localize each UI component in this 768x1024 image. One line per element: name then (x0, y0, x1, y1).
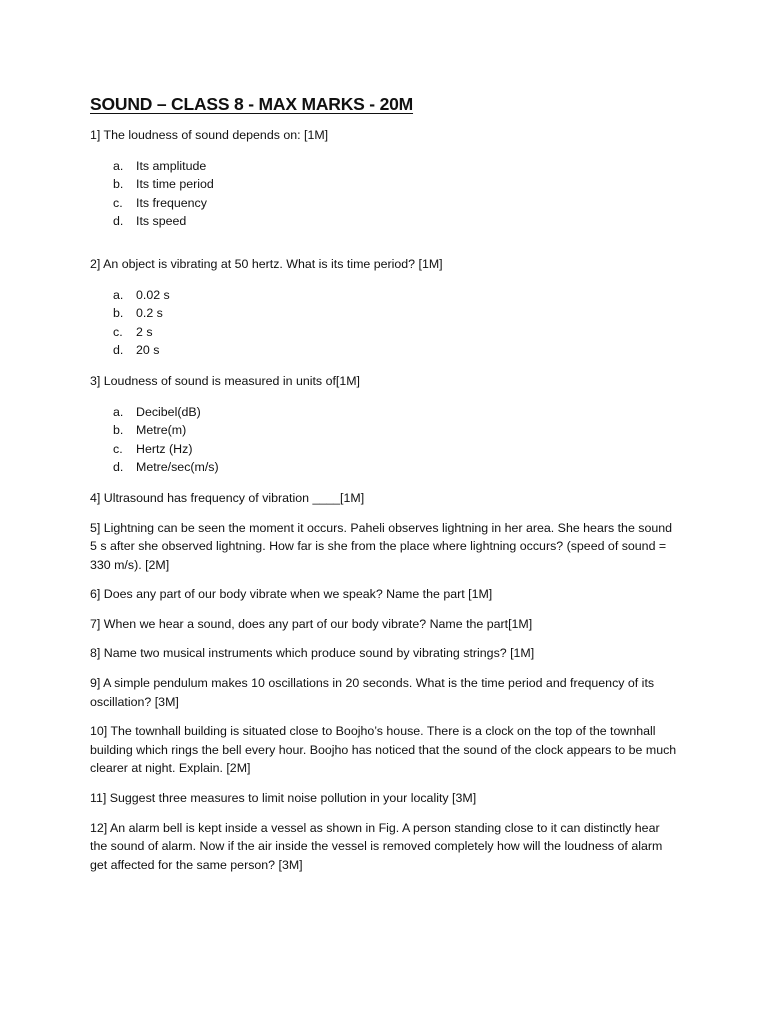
worksheet-page (90, 94, 680, 885)
option-a: a. Decibel(dB) (113, 404, 201, 419)
question-6: 6] Does any part of our body vibrate when we speak? Name the part [1M] (90, 587, 493, 602)
option-a: a. 0.02 s (113, 287, 170, 302)
option-d: d. Metre/sec(m/s) (113, 460, 219, 475)
question-4: 4] Ultrasound has frequency of vibration ____[1M] (90, 490, 365, 505)
question-5: 5] Lightning can be seen the moment it occurs. Paheli observes lightning in her area. She hears the sound 5 s after she observed lightning. How far is she from the place where lightning occurs? (speed of sound = 330 m/s). [2M] (90, 520, 673, 572)
option-b: b. Metre(m) (113, 423, 187, 438)
question-12: 12] An alarm bell is kept inside a vessel as shown in Fig. A person standing close to it can distinctly hear the sound of alarm. Now if the air inside the vessel is removed completely how will the loudness of alarm get affected for the same person? [3M] (90, 820, 663, 872)
option-d: d. 20 s (113, 343, 160, 358)
worksheet-title: SOUND – CLASS 8 - MAX MARKS - 20M (90, 94, 414, 114)
question-text: 3] Loudness of sound is measured in units of[1M] (90, 373, 360, 388)
question-2 (90, 255, 680, 360)
option-b: b. Its time period (113, 177, 214, 192)
question-text: 2] An object is vibrating at 50 hertz. What is its time period? [1M] (90, 256, 443, 271)
options-list (90, 286, 680, 360)
question-text: 1] The loudness of sound depends on: [1M] (90, 128, 329, 142)
options-list (90, 157, 680, 231)
option-d: d. Its speed (113, 214, 187, 229)
question-7: 7] When we hear a sound, does any part of our body vibrate? Name the part[1M] (90, 616, 533, 631)
option-c: c. Its frequency (113, 195, 207, 210)
question-9: 9] A simple pendulum makes 10 oscillations in 20 seconds. What is the time period and frequency of its oscillation? [3M] (90, 676, 655, 709)
question-3 (90, 372, 680, 477)
option-b: b. 0.2 s (113, 306, 163, 321)
question-1 (90, 126, 680, 231)
question-11: 11] Suggest three measures to limit noise pollution in your locality [3M] (90, 791, 477, 806)
options-list (90, 403, 680, 477)
option-a: a. Its amplitude (113, 158, 207, 173)
question-10: 10] The townhall building is situated close to Boojho’s house. There is a clock on the top of the townhall building which rings the bell every hour. Boojho has noticed that the sound of the clock appears to be much clearer at night. Explain. [2M] (90, 724, 677, 776)
option-c: c. Hertz (Hz) (113, 441, 193, 456)
option-c: c. 2 s (113, 324, 153, 339)
question-8: 8] Name two musical instruments which produce sound by vibrating strings? [1M] (90, 646, 535, 661)
